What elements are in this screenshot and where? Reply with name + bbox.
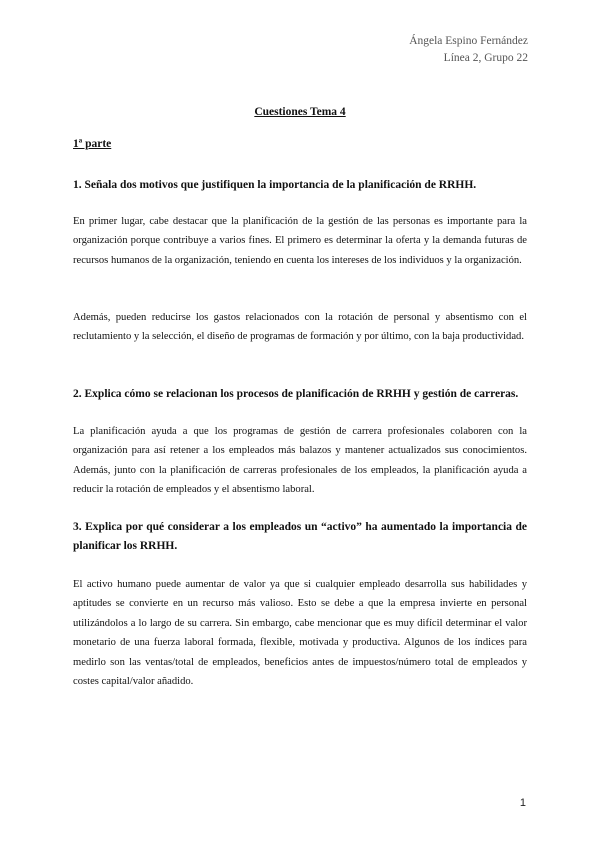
question-3-heading: 3. Explica por qué considerar a los empleados un “activo” ha aumentado la importancia de planificar los RRHH.: [73, 521, 527, 552]
question-1-paragraph-2: Además, pueden reducirse los gastos relacionados con la rotación de personal y absentismo con el reclutamiento y la selección, el diseño de programas de formación y por último, con la baja productividad.: [73, 312, 527, 343]
group-info: Línea 2, Grupo 22: [443, 52, 528, 64]
question-1-paragraph-1: En primer lugar, cabe destacar que la planificación de la gestión de las personas es importante para la organización porque contribuye a varios fines. El primero es determinar la oferta y la demanda futuras de recursos humanos de la organización, teniendo en cuenta los intereses de los individuos y la organización.: [73, 216, 527, 266]
page-number: 1: [519, 797, 526, 809]
question-2-paragraph-1: La planificación ayuda a que los programas de gestión de carrera profesionales colaboren con la organización para así retener a los empleados más balazos y mantener actualizados sus conocimientos. Además, junto con la planificación de carreras profesionales de los empleados, la planificación ayuda a reducir la rotación de empleados y el absentismo laboral.: [73, 426, 527, 496]
question-3-paragraph-1: El activo humano puede aumentar de valor ya que si cualquier empleado desarrolla sus habilidades y aptitudes se convierte en un recurso más valioso. Esto se debe a que la empresa invierte en personal utilizándolos a lo largo de su carrera. Sin embargo, cabe mencionar que es muy difícil determinar el valor monetario de una fuerza laboral formada, flexible, motivada y productiva. Algunos de los índices para medirlo son las ventas/total de empleados, beneficios antes de impuestos/número total de empleados y costes capital/valor añadido.: [73, 579, 527, 688]
author-name: Ángela Espino Fernández: [409, 35, 528, 47]
page-header: [409, 33, 528, 67]
question-2-heading: 2. Explica cómo se relacionan los procesos de planificación de RRHH y gestión de carreras.: [73, 388, 519, 400]
question-1-heading: 1. Señala dos motivos que justifiquen la importancia de la planificación de RRHH.: [73, 179, 477, 191]
part-heading: 1ª parte: [73, 138, 112, 150]
document-title: Cuestiones Tema 4: [254, 106, 346, 118]
